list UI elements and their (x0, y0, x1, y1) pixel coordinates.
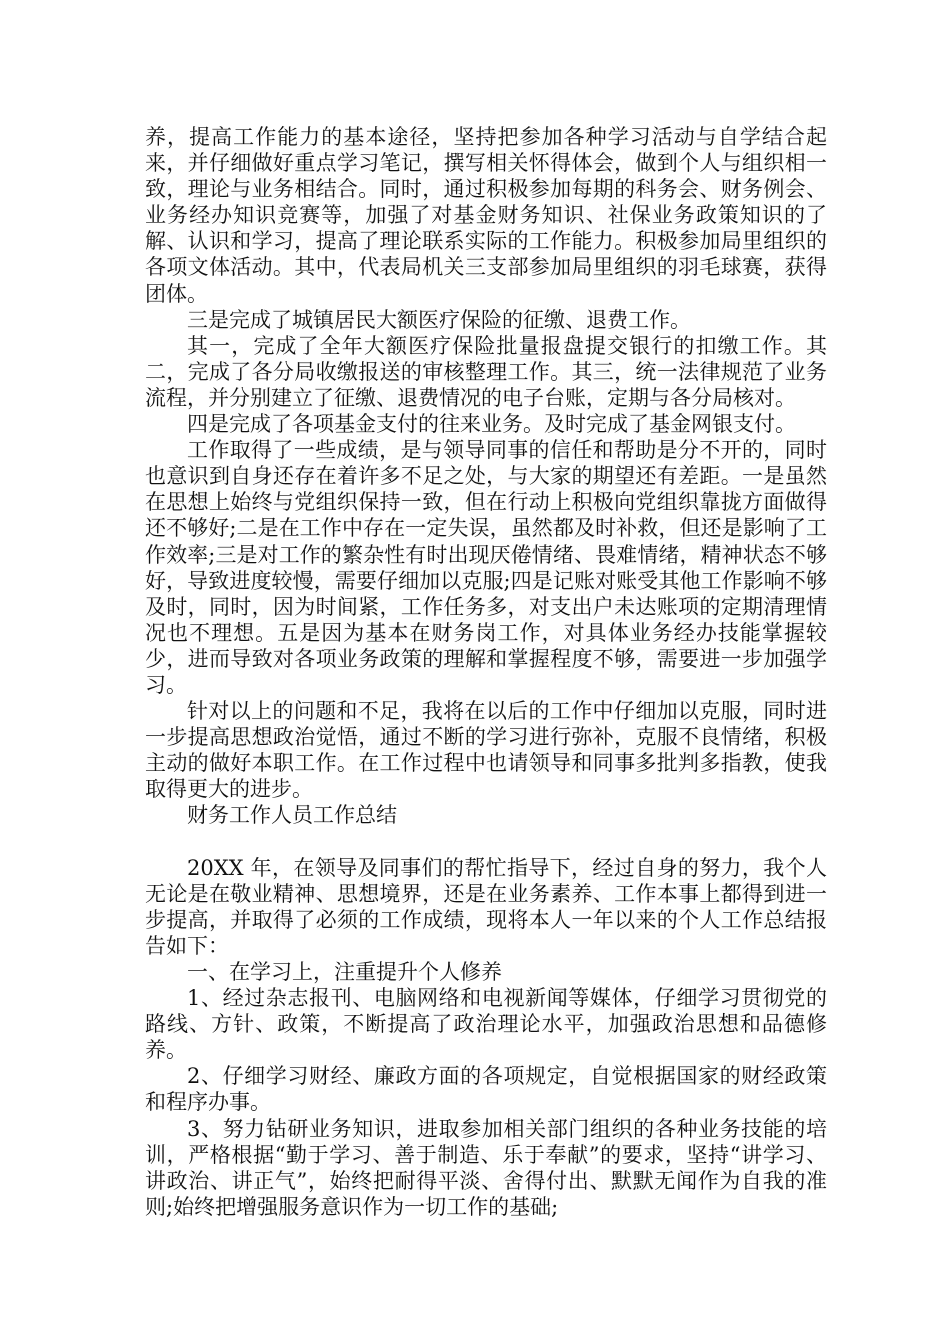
paragraph-improvement: 针对以上的问题和不足，我将在以后的工作中仔细加以克服，同时进一步提高思想政治觉悟，通过不断的学习进行弥补，克服不良情绪，积极主动的做好本职工作。在工作过程中也请领导和同事多批判多指教，使我取得更大的进步。 (145, 699, 827, 802)
section-title: 财务工作人员工作总结 (187, 803, 397, 828)
paragraph-shortcomings: 工作取得了一些成绩，是与领导同事的信任和帮助是分不开的，同时也意识到自身还存在着许多不足之处，与大家的期望还有差距。一是虽然在思想上始终与党组织保持一致，但在行动上积极向党组织靠拢方面做得还不够好;二是在工作中存在一定失误，虽然都及时补救，但还是影响了工作效率;三是对工作的繁杂性有时出现厌倦情绪、畏难情绪，精神状态不够好，导致进度较慢，需要仔细加以克服;四是记账对账受其他工作影响不够及时，同时，因为时间紧，工作任务多，对支出户未达账项的定期清理情况也不理想。五是因为基本在财务岗工作，对具体业务经办技能掌握较少，进而导致对各项业务政策的理解和掌握程度不够，需要进一步加强学习。 (145, 438, 827, 697)
list-item-2: 2、仔细学习财经、廉政方面的各项规定，自觉根据国家的财经政策和程序办事。 (145, 1064, 827, 1115)
paragraph-details: 其一，完成了全年大额医疗保险批量报盘提交银行的扣缴工作。其二，完成了各分局收缴报送的审核整理工作。其三，统一法律规范了业务流程，并分别建立了征缴、退费情况的电子台账，定期与各分局核对。 (145, 333, 827, 410)
blank-line (145, 829, 827, 855)
paragraph-third-item: 三是完成了城镇居民大额医疗保险的征缴、退费工作。 (187, 307, 691, 332)
paragraph-intro: 20XX 年，在领导及同事们的帮忙指导下，经过自身的努力，我个人无论是在敬业精神、思想境界，还是在业务素养、工作本事上都得到进一步提高，并取得了必须的工作成绩，现将本人一年以来的个人工作总结报告如下： (145, 855, 827, 958)
paragraph-fourth-item: 四是完成了各项基金支付的往来业务。及时完成了基金网银支付。 (187, 412, 796, 437)
list-item-3: 3、努力钻研业务知识，进取参加相关部门组织的各种业务技能的培训，严格根据“勤于学习、善于制造、乐于奉献”的要求，坚持“讲学习、讲政治、讲正气”，始终把耐得平淡、舍得付出、默默无闻作为自我的准则;始终把增强服务意识作为一切工作的基础; (145, 1116, 827, 1219)
document-page (145, 124, 827, 1220)
paragraph-continued: 养，提高工作能力的基本途径，坚持把参加各种学习活动与自学结合起来，并仔细做好重点学习笔记，撰写相关怀得体会，做到个人与组织相一致，理论与业务相结合。同时，通过积极参加每期的科务会、财务例会、业务经办知识竞赛等，加强了对基金财务知识、社保业务政策知识的了解、认识和学习，提高了理论联系实际的工作能力。积极参加局里组织的各项文体活动。其中，代表局机关三支部参加局里组织的羽毛球赛，获得团体。 (145, 125, 827, 306)
list-item-1: 1、经过杂志报刊、电脑网络和电视新闻等媒体，仔细学习贯彻党的路线、方针、政策，不断提高了政治理论水平，加强政治思想和品德修养。 (145, 986, 827, 1063)
section-heading-study: 一、在学习上，注重提升个人修养 (187, 960, 502, 984)
